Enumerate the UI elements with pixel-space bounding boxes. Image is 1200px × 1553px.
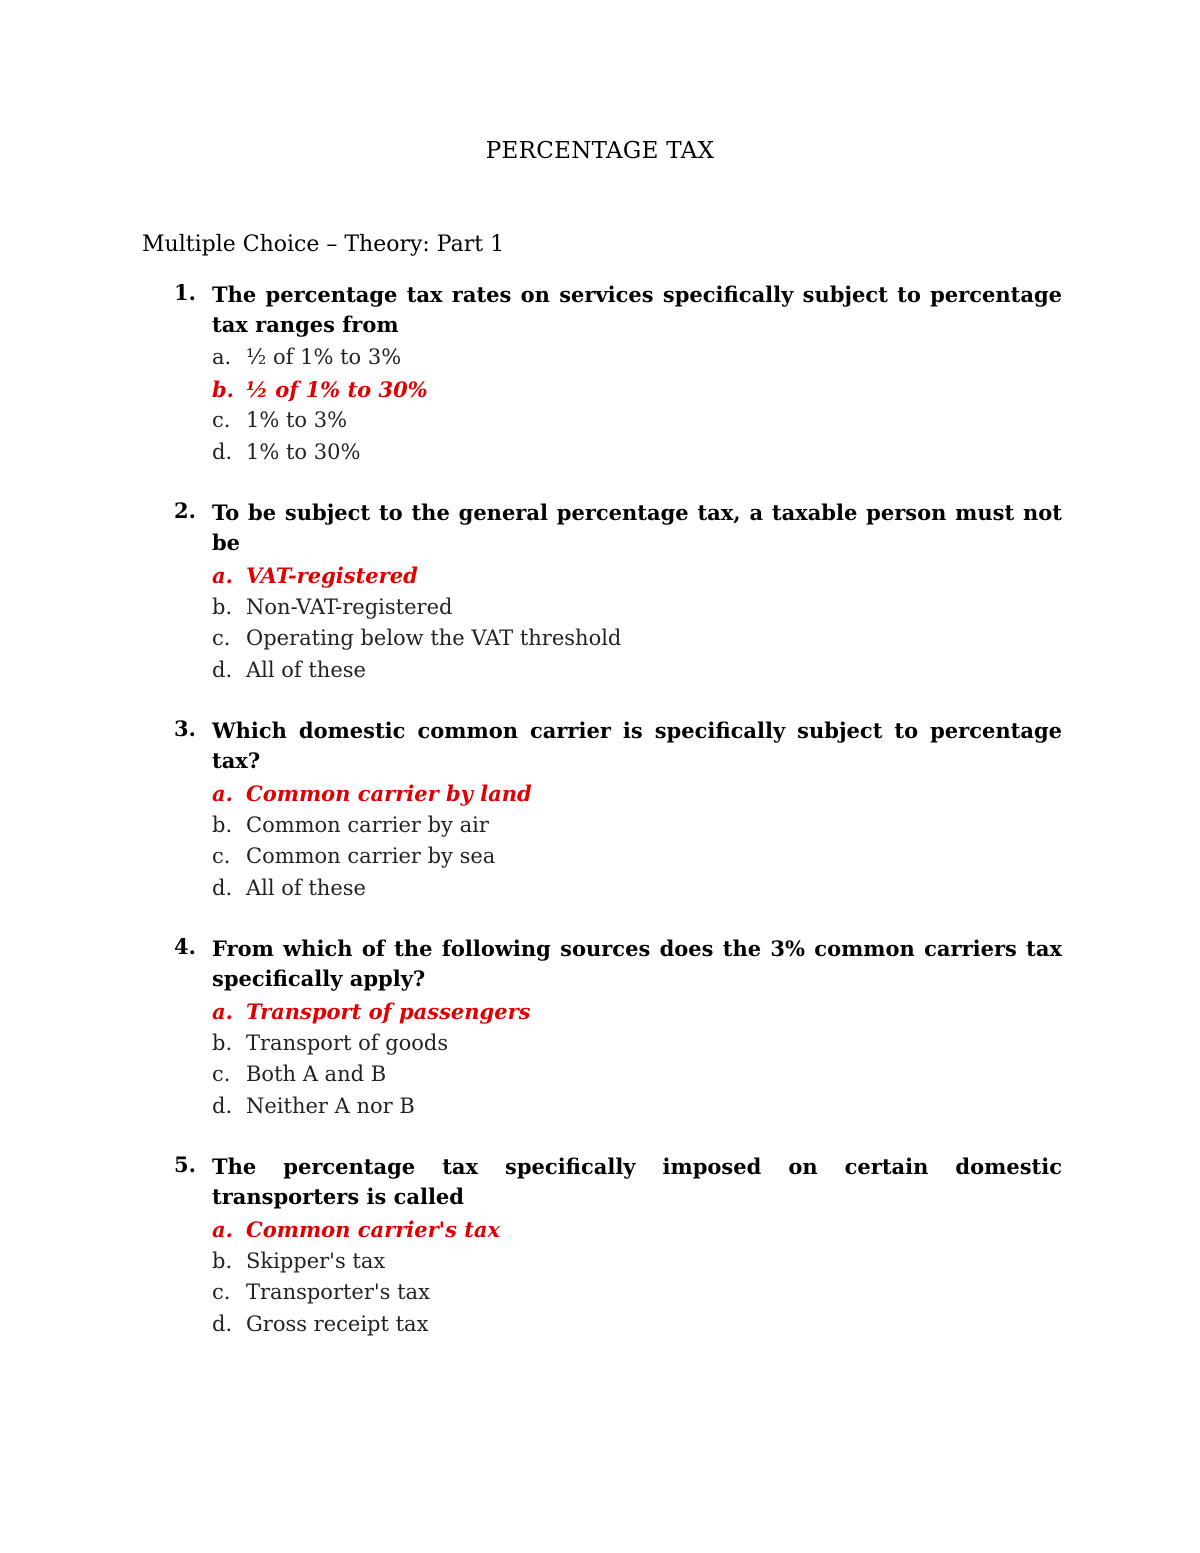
choice-letter: b. (212, 376, 234, 402)
choice-letter: d. (212, 439, 233, 464)
choice-letter: c. (212, 1062, 231, 1086)
choice-letter: b. (212, 812, 233, 837)
choice (212, 1028, 1062, 1060)
choice (212, 1246, 1062, 1278)
choice-text: 1% to 3% (246, 408, 348, 432)
choice-letter: b. (212, 594, 233, 619)
choice-letter: d. (212, 657, 233, 682)
choice (212, 996, 1062, 1028)
choice-letter: a. (212, 1217, 233, 1242)
choice-letter: c. (212, 1280, 231, 1304)
question-stem: The percentage tax rates on services specifically subject to percentage tax ranges from (212, 282, 1062, 337)
choice-letter: d. (212, 1093, 233, 1118)
question-item (142, 934, 1062, 1122)
choice-letter: a. (212, 345, 232, 369)
choice-text: All of these (246, 875, 366, 900)
choice-text: Both A and B (246, 1062, 387, 1086)
question-item (142, 716, 1062, 904)
choice-list (212, 778, 1062, 904)
choice-letter: a. (212, 781, 233, 806)
choice (212, 405, 1062, 437)
choice-text: Transport of passengers (246, 999, 531, 1024)
question-number: 2. (174, 498, 196, 523)
choice-letter: b. (212, 1248, 233, 1273)
choice-text: Transport of goods (246, 1030, 449, 1055)
question-stem: To be subject to the general percentage tax, a taxable person must not be (212, 500, 1062, 555)
choice-list (212, 342, 1062, 468)
choice (212, 1277, 1062, 1309)
choice (212, 623, 1062, 655)
choice (212, 1059, 1062, 1091)
choice-letter: b. (212, 1030, 233, 1055)
choice-letter: d. (212, 875, 233, 900)
question-number: 4. (174, 934, 196, 959)
choice (212, 655, 1062, 687)
choice-text: Gross receipt tax (246, 1311, 429, 1336)
choice-text: Operating below the VAT threshold (246, 626, 622, 650)
choice-list (212, 1214, 1062, 1340)
choice-text: ½ of 1% to 3% (246, 345, 402, 369)
question-list (142, 280, 1062, 1370)
choice-letter: a. (212, 999, 233, 1024)
choice-letter: c. (212, 626, 231, 650)
question-item (142, 280, 1062, 468)
choice-letter: d. (212, 1311, 233, 1336)
choice-text: 1% to 30% (246, 439, 361, 464)
choice (212, 342, 1062, 374)
choice-text: All of these (246, 657, 366, 682)
page-title: PERCENTAGE TAX (485, 138, 715, 164)
choice (212, 810, 1062, 842)
choice-letter: c. (212, 408, 231, 432)
question-stem: Which domestic common carrier is specifically subject to percentage tax? (212, 718, 1062, 773)
choice-letter: c. (212, 844, 231, 868)
choice-text: Skipper's tax (246, 1248, 386, 1273)
choice-letter: a. (212, 563, 233, 588)
choice-text: Common carrier by sea (246, 844, 496, 868)
choice-text: Transporter's tax (246, 1280, 430, 1304)
question-number: 3. (174, 716, 196, 741)
choice (212, 841, 1062, 873)
choice-list (212, 560, 1062, 686)
choice-list (212, 996, 1062, 1122)
question-number: 5. (174, 1152, 196, 1177)
choice (212, 1091, 1062, 1123)
choice (212, 374, 1062, 406)
choice-text: ½ of 1% to 30% (246, 376, 428, 402)
choice (212, 873, 1062, 905)
choice-text: Neither A nor B (246, 1093, 415, 1118)
choice-text: Common carrier's tax (246, 1217, 501, 1242)
choice (212, 592, 1062, 624)
choice-text: Non-VAT-registered (246, 594, 453, 619)
choice (212, 560, 1062, 592)
question-stem: The percentage tax specifically imposed on certain domestic transporters is called (212, 1154, 1062, 1209)
choice (212, 1309, 1062, 1341)
choice-text: Common carrier by land (246, 781, 532, 806)
choice-text: VAT-registered (246, 563, 418, 588)
choice (212, 778, 1062, 810)
question-item (142, 1152, 1062, 1340)
section-heading: Multiple Choice – Theory: Part 1 (142, 232, 505, 257)
choice (212, 437, 1062, 469)
choice-text: Common carrier by air (246, 812, 489, 837)
question-item (142, 498, 1062, 686)
choice (212, 1214, 1062, 1246)
question-number: 1. (174, 280, 196, 305)
question-stem: From which of the following sources does the 3% common carriers tax specifically apply? (212, 936, 1062, 991)
